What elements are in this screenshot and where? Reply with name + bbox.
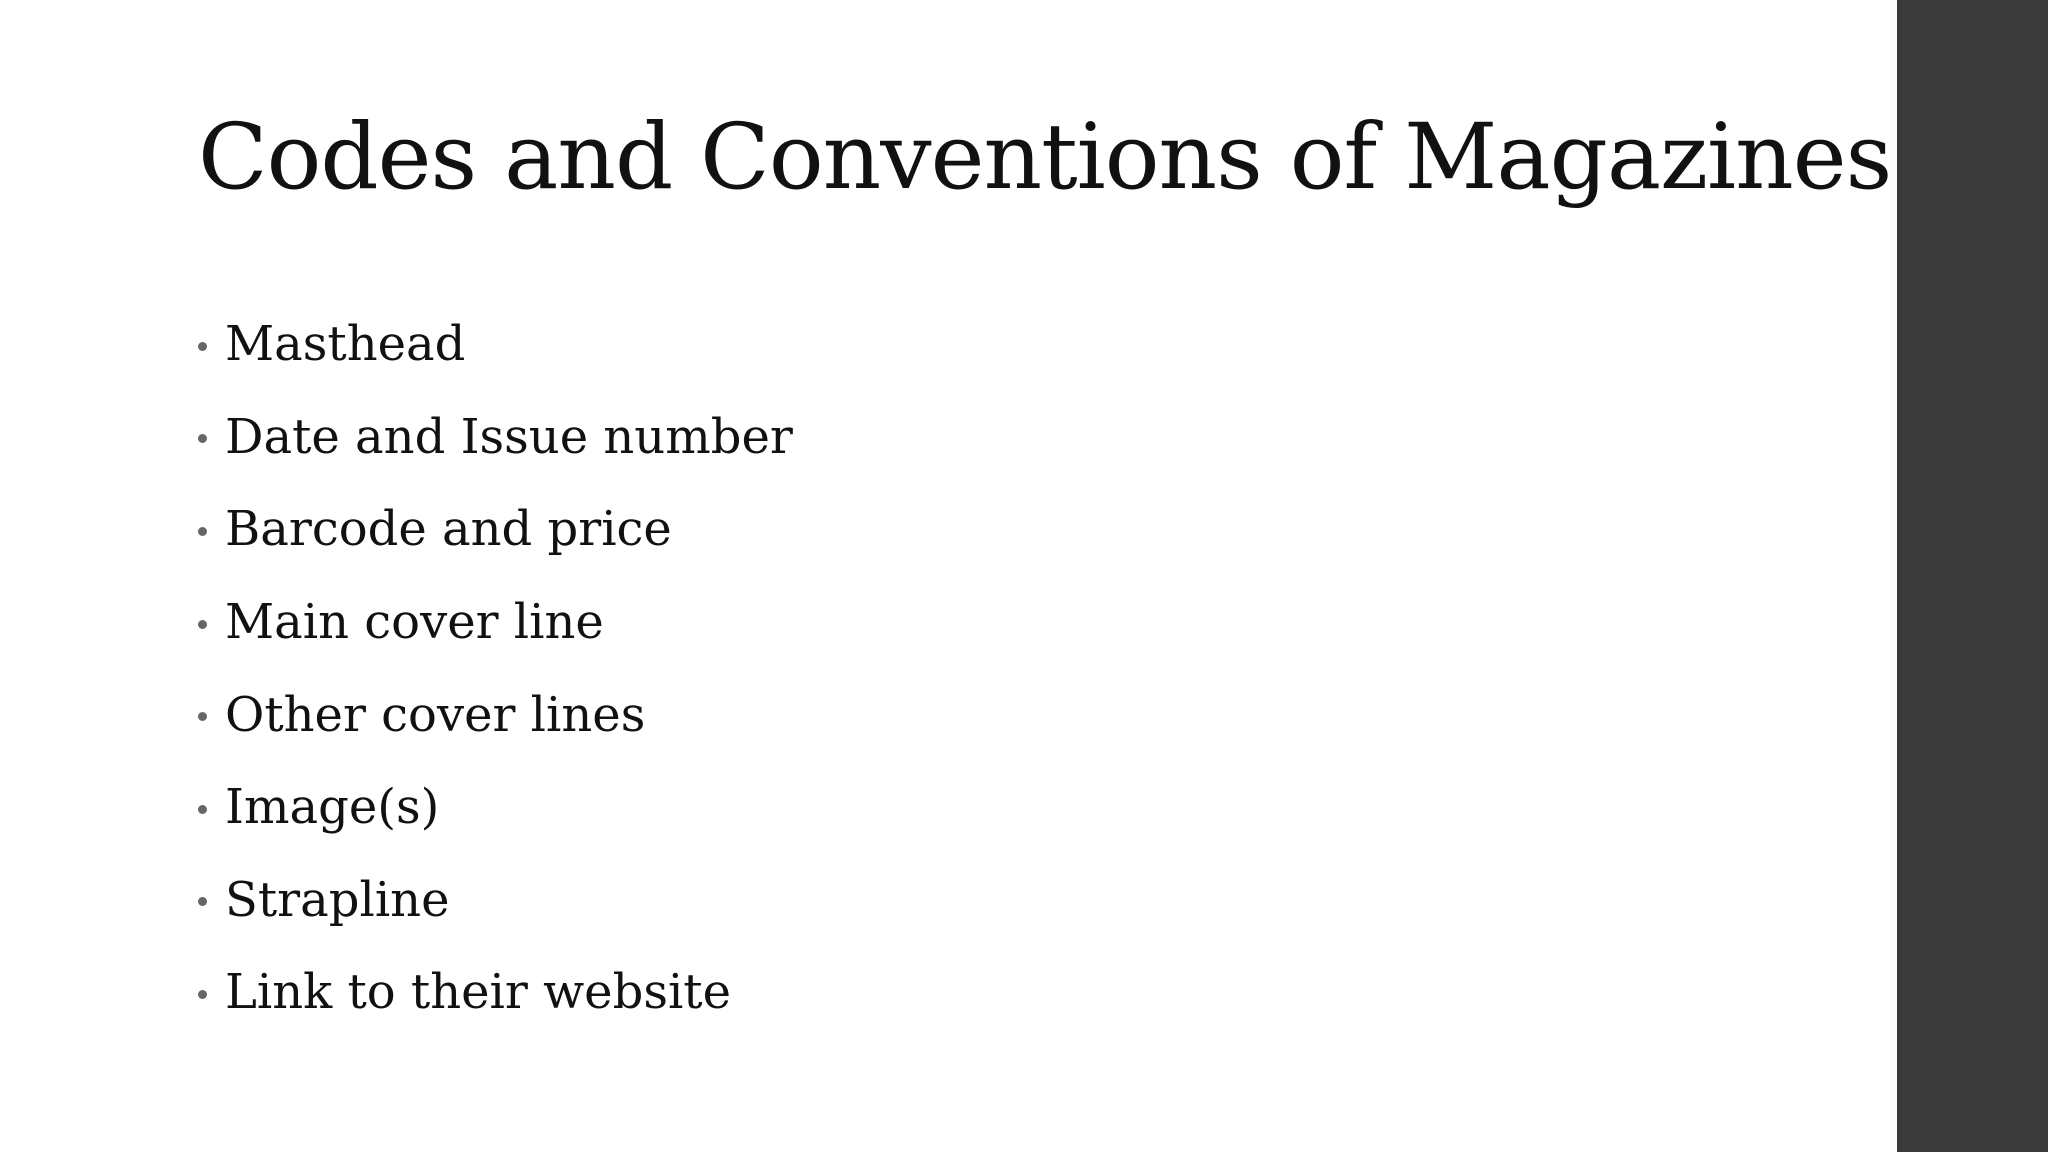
- list-item: [196, 668, 793, 761]
- list-item: [196, 391, 793, 484]
- bullet-icon: [198, 620, 207, 629]
- list-item: [196, 761, 793, 854]
- sidebar-panel: [1897, 0, 2048, 1152]
- bullet-text: Link to their website: [225, 964, 731, 1021]
- bullet-text: Strapline: [225, 871, 450, 928]
- bullet-icon: [198, 527, 207, 536]
- list-item: [196, 946, 793, 1039]
- list-item: [196, 854, 793, 947]
- bullet-text: Barcode and price: [225, 501, 672, 558]
- bullet-icon: [198, 342, 207, 351]
- bullet-text: Date and Issue number: [225, 408, 793, 465]
- slide-title: Codes and Conventions of Magazines: [198, 105, 1892, 210]
- list-item: [196, 576, 793, 669]
- bullet-icon: [198, 990, 207, 999]
- bullet-text: Other cover lines: [225, 686, 646, 743]
- bullet-text: Masthead: [225, 316, 466, 373]
- bullet-icon: [198, 434, 207, 443]
- bullet-icon: [198, 712, 207, 721]
- bullet-icon: [198, 805, 207, 814]
- list-item: [196, 483, 793, 576]
- list-item: [196, 298, 793, 391]
- bullet-icon: [198, 897, 207, 906]
- bullet-text: Image(s): [225, 779, 440, 836]
- bullet-text: Main cover line: [225, 594, 604, 651]
- bullet-list: [196, 298, 793, 1039]
